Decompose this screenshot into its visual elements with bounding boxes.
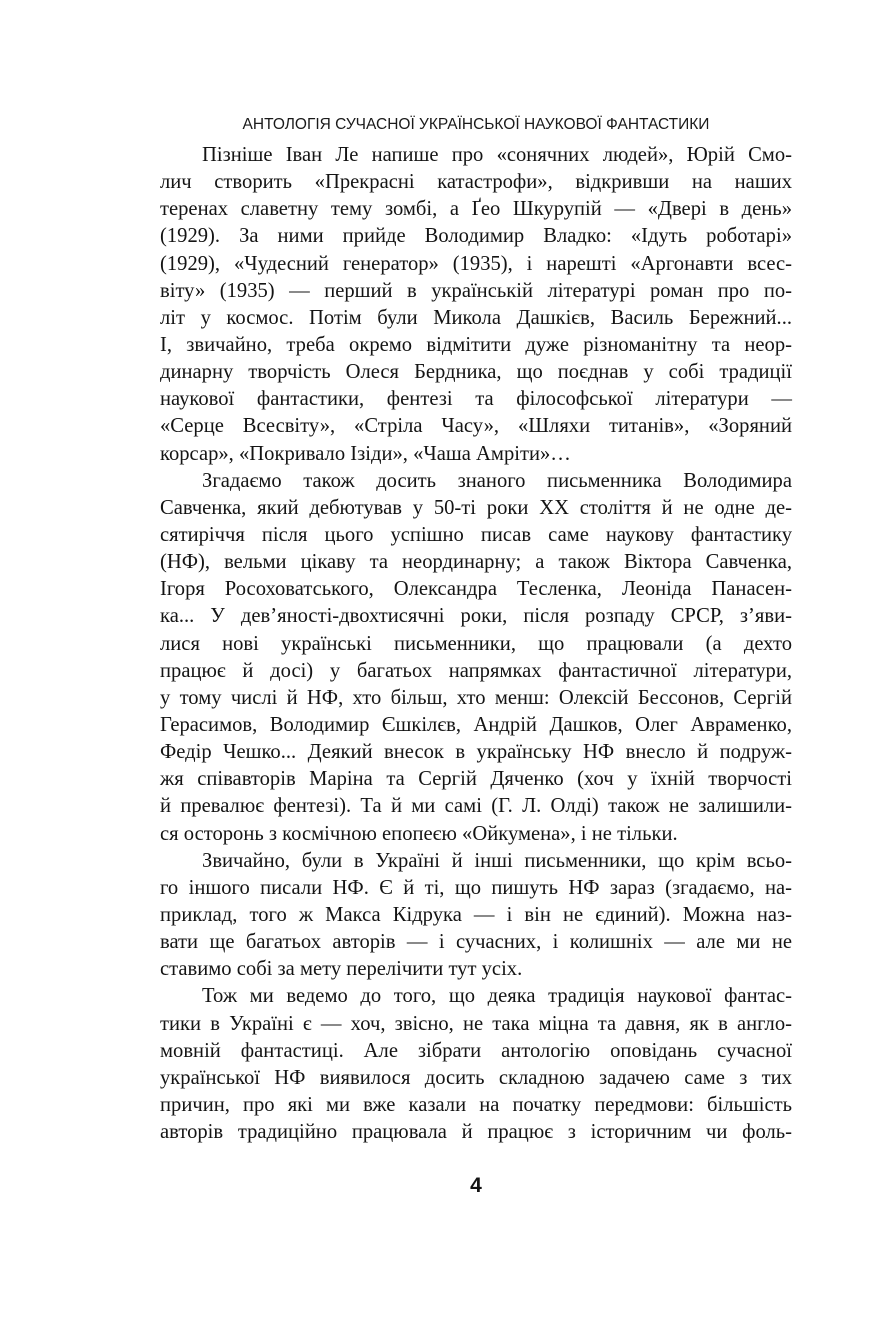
text-line: у тому числі й НФ, хто більш, хто менш: Олексій Бессонов, Сергій [160, 686, 792, 709]
paragraph [160, 142, 792, 468]
paragraph [160, 468, 792, 848]
text-line: сятиріччя після цього успішно писав саме наукову фантастику [160, 523, 792, 546]
text-line: мовній фантастиці. Але зібрати антологію оповідань сучасної [160, 1039, 792, 1062]
text-line: авторів традиційно працювала й працює з історичним чи фоль- [160, 1121, 792, 1144]
text-line: лися нові українські письменники, що працювали (а дехто [160, 632, 792, 655]
text-line: літ у космос. Потім були Микола Дашкієв, Василь Бережний... [160, 306, 792, 329]
text-line: динарну творчість Олеся Бердника, що поєднав у собі традиції [160, 361, 792, 384]
running-head: АНТОЛОГІЯ СУЧАСНОЇ УКРАЇНСЬКОЇ НАУКОВОЇ ФАНТАСТИКИ [242, 116, 710, 133]
text-line: тики в Україні є — хоч, звісно, не така міцна та давня, як в англо- [160, 1012, 792, 1035]
text-line: ся осторонь з космічною епопеєю «Ойкумена», і не тільки. [160, 822, 678, 845]
text-line: ка... У дев’яності-двохтисячні роки, після розпаду СРСР, з’яви- [160, 605, 792, 628]
text-line: жя співавторів Маріна та Сергій Дяченко (хоч у їхній творчості [160, 768, 792, 791]
text-line: «Серце Всесвіту», «Стріла Часу», «Шляхи титанів», «Зоряний [160, 415, 792, 438]
paragraph [160, 848, 792, 984]
text-line: Згадаємо також досить знаного письменника Володимира [202, 469, 792, 492]
text-line: Савченка, який дебютував у 50-ті роки XX століття й не одне де- [160, 496, 792, 519]
text-line: го іншого писали НФ. Є й ті, що пишуть НФ зараз (згадаємо, на- [160, 876, 792, 899]
text-line: І, звичайно, треба окремо відмітити дуже різноманітну та неор- [160, 333, 792, 356]
text-line: (1929), «Чудесний генератор» (1935), і нарешті «Аргонавти всес- [160, 252, 792, 275]
text-line: Федір Чешко... Деякий внесок в українську НФ внесло й подруж- [160, 741, 792, 764]
body-text [160, 142, 792, 1146]
text-line: української НФ виявилося досить складною задачею саме з тих [160, 1066, 792, 1089]
text-line: працює й досі) у багатьох напрямках фантастичної літератури, [160, 659, 792, 682]
text-line: (1929). За ними прийде Володимир Владко: «Ідуть роботарі» [160, 225, 792, 248]
text-line: корсар», «Покривало Ізіди», «Чаша Амріти»… [160, 442, 571, 465]
text-line: лич створить «Прекрасні катастрофи», відкривши на наших [160, 171, 792, 194]
text-line: віту» (1935) — перший в українській літературі роман про по- [160, 279, 792, 302]
text-line: приклад, того ж Макса Кідрука — і він не єдиний). Можна наз- [160, 903, 792, 926]
text-line: (НФ), вельми цікаву та неординарну; а також Віктора Савченка, [160, 551, 792, 574]
text-line: причин, про які ми вже казали на початку передмови: більшість [160, 1093, 792, 1116]
text-line: Пізніше Іван Ле напише про «сонячних людей», Юрій Смо- [202, 144, 792, 166]
text-line: наукової фантастики, фентезі та філософської літератури — [160, 388, 792, 411]
text-line: й превалює фентезі). Та й ми самі (Г. Л. Олді) також не залишили- [160, 795, 792, 818]
page-number: 4 [470, 1174, 482, 1197]
text-line: Звичайно, були в Україні й інші письменники, що крім всьо- [202, 849, 792, 872]
text-line: ставимо собі за мету перелічити тут усіх. [160, 958, 523, 981]
text-line: Ігоря Росоховатського, Олександра Тесленка, Леоніда Панасен- [160, 578, 792, 601]
text-line: Герасимов, Володимир Єшкілєв, Андрій Дашков, Олег Авраменко, [160, 713, 792, 736]
paragraph [160, 983, 792, 1146]
text-line: теренах славетну тему зомбі, а Ґео Шкурупій — «Двері в день» [160, 198, 792, 221]
text-line: Тож ми ведемо до того, що деяка традиція наукової фантас- [202, 985, 792, 1008]
text-line: вати ще багатьох авторів — і сучасних, і колишніх — але ми не [160, 931, 792, 954]
